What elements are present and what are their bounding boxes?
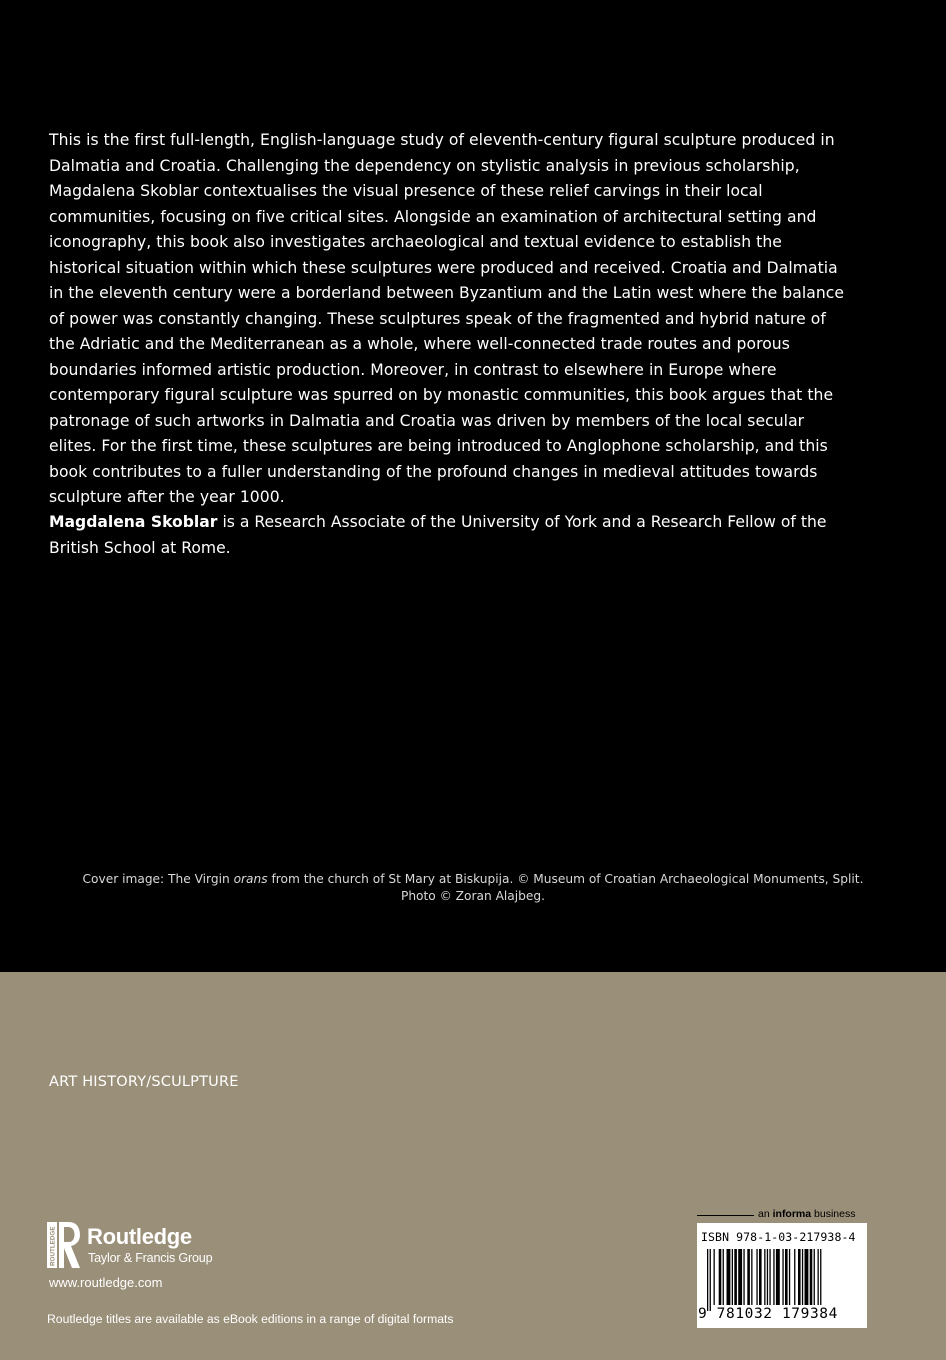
barcode-bar — [776, 1249, 780, 1305]
barcode-bar — [820, 1249, 821, 1305]
barcode-bar — [734, 1249, 737, 1305]
informa-bold: informa — [772, 1208, 812, 1220]
barcode-bar — [738, 1249, 742, 1305]
credit-line-1 — [40, 871, 906, 888]
barcode-bar — [798, 1249, 801, 1305]
credit-line-2: Photo © Zoran Alajbeg. — [400, 889, 545, 903]
barcode-bar — [767, 1249, 768, 1305]
barcode-bar — [773, 1249, 774, 1305]
informa-rule — [697, 1215, 754, 1216]
barcode-bar — [769, 1249, 770, 1305]
isbn-barcode — [697, 1223, 867, 1328]
credit-italic-word: orans — [233, 872, 268, 886]
barcode-bar — [818, 1249, 819, 1305]
credit-suffix: from the church of St Mary at Biskupija. © Museum of Croatian Archaeological Monuments, Split. — [267, 872, 864, 886]
publisher-website[interactable]: www.routledge.com — [49, 1275, 163, 1290]
barcode-bar — [789, 1249, 790, 1305]
barcode-bar — [782, 1249, 783, 1305]
informa-suffix: business — [811, 1208, 856, 1220]
barcode-bar — [751, 1249, 752, 1305]
barcode-digits: 9 781032 179384 — [698, 1306, 838, 1322]
ebook-note: Routledge titles are available as eBook editions in a range of digital formats — [47, 1312, 454, 1326]
subject-category: ART HISTORY/SCULPTURE — [49, 1074, 239, 1090]
publisher-group: Taylor & Francis Group — [88, 1251, 213, 1265]
publisher-logo — [47, 1220, 267, 1272]
cover-image-credit — [40, 871, 906, 905]
barcode-bar — [719, 1249, 722, 1305]
barcode-bar — [785, 1249, 788, 1305]
publisher-name: Routledge — [87, 1224, 192, 1249]
barcode-bar — [727, 1249, 731, 1305]
isbn-label: ISBN 978-1-03-217938-4 — [701, 1230, 856, 1244]
barcode-bar — [714, 1249, 715, 1305]
routledge-logo-icon — [47, 1220, 81, 1270]
barcode-bar — [802, 1249, 803, 1305]
author-name: Magdalena Skoblar — [49, 513, 218, 531]
barcode-bar — [710, 1249, 711, 1311]
barcode-bar — [732, 1249, 733, 1305]
barcode-bar — [743, 1249, 744, 1305]
barcode-bar — [794, 1249, 795, 1305]
barcode-bar — [747, 1249, 750, 1305]
informa-prefix: an — [758, 1208, 773, 1220]
barcode-bar — [764, 1249, 765, 1305]
barcode-bar — [707, 1249, 708, 1311]
barcode-bar — [723, 1249, 724, 1305]
barcode-bar — [805, 1249, 809, 1305]
credit-prefix: Cover image: The Virgin — [82, 872, 234, 886]
logo-vertical-text: ROUTLEDGE — [49, 1226, 57, 1266]
author-bio — [49, 510, 849, 561]
barcode-bar — [814, 1249, 815, 1305]
barcode-bar — [759, 1249, 762, 1305]
book-description: This is the first full-length, English-language study of eleventh-century figural sculpture produced in Dalmatia and Croatia. Challenging the dependency on stylistic analysis in previous scholarship, Magdalena Skoblar contextualises the visual presence of these relief carvings in their local communities, focusing on five critical sites. Alongside an examination of architectural setting and iconography, this book also investigates archaeological and textual evidence to establish the historical situation within which these sculptures were produced and received. Croatia and Dalmatia in the eleventh century were a borderland between Byzantium and the Latin west where the balance of power was constantly changing. These sculptures speak of the fragmented and hybrid nature of the Adriatic and the Mediterranean as a whole, where well-connected trade routes and porous boundaries informed artistic production. Moreover, in contrast to elsewhere in Europe where contemporary figural sculpture was spurred on by monastic communities, this book argues that the patronage of such artworks in Dalmatia and Croatia was driven by members of the local secular elites. For the first time, these sculptures are being introduced to Anglophone scholarship, and this book contributes to a fuller understanding of the profound changes in medieval attitudes towards sculpture after the year 1000. — [49, 131, 845, 506]
author-bio-text: is a Research Associate of the University of York and a Research Fellow of the British School at Rome. — [49, 513, 827, 557]
barcode-bar — [810, 1249, 813, 1305]
barcode-bars — [705, 1249, 861, 1311]
barcode-bar — [756, 1249, 757, 1305]
